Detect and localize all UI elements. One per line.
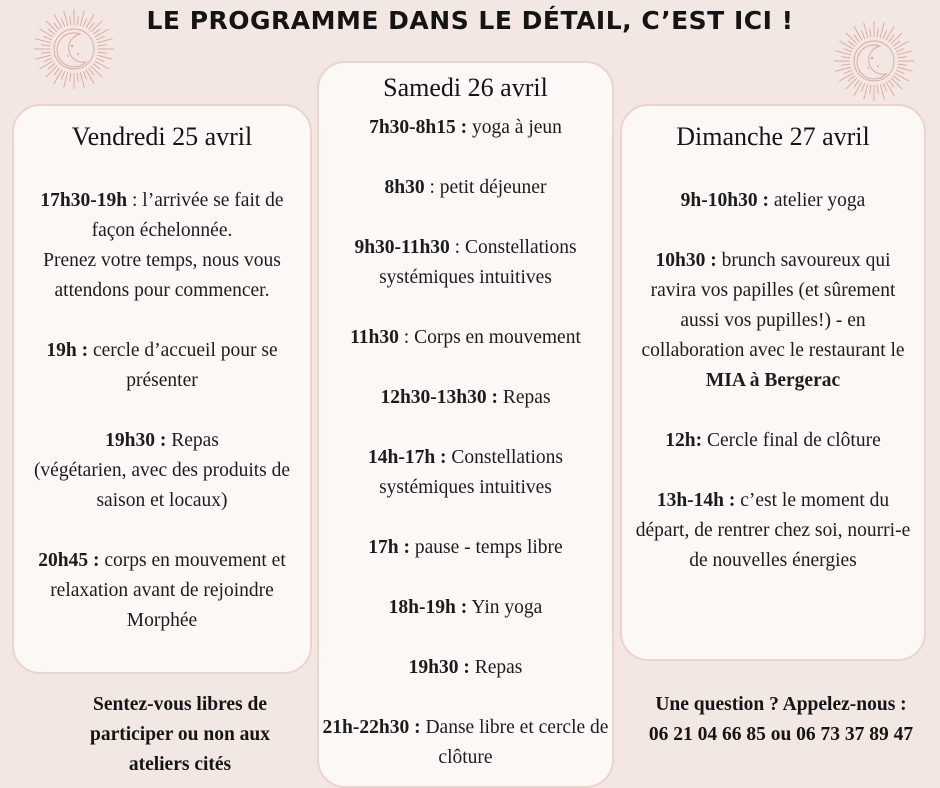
contact-question: Une question ? Appelez-nous : xyxy=(655,694,907,715)
sun-ray xyxy=(898,64,907,65)
sun-ray xyxy=(839,73,853,81)
entry-text: Repas xyxy=(502,387,551,408)
contact-phones: 06 21 04 66 85 ou 06 73 37 89 47 xyxy=(648,724,914,745)
entry-time: 10h30 : xyxy=(655,250,717,271)
sun-ray xyxy=(854,82,862,96)
sun-ray xyxy=(883,83,886,91)
sun-ray xyxy=(880,84,884,99)
entry-text: atelier yoga xyxy=(773,190,866,211)
entry-text: l’arrivée se fait de façon échelonnée. Prenez votre temps, nous vous attendons pour commencer. xyxy=(43,190,284,301)
friday-title: Vendredi 25 avril xyxy=(71,122,253,151)
entry-time: 7h30-8h15 : xyxy=(369,117,468,138)
sun-ray xyxy=(895,73,909,81)
sun-ray xyxy=(848,41,855,46)
entry-time: 9h30-11h30 xyxy=(354,237,450,258)
footer-contact xyxy=(622,690,940,750)
sun-ray xyxy=(89,68,94,75)
saturday-title: Samedi 26 avril xyxy=(383,73,548,102)
sun-ray xyxy=(64,72,68,87)
sun-ray xyxy=(54,68,59,75)
sun-ray xyxy=(896,48,904,51)
friday-entries xyxy=(14,186,310,636)
sun-ray xyxy=(835,67,850,71)
entry-time: 9h-10h30 : xyxy=(680,190,769,211)
sun-ray xyxy=(41,45,50,46)
entry-time: 13h-14h : xyxy=(656,490,736,511)
sun-ray xyxy=(44,58,52,61)
sun-ray xyxy=(97,55,112,59)
entry-text: Danse libre et cercle de clôture xyxy=(425,717,609,768)
sun-ray xyxy=(839,41,853,49)
page-title: LE PROGRAMME DANS LE DÉTAIL, C’EST ICI ! xyxy=(146,6,794,35)
sun-ray xyxy=(91,66,102,77)
sun-ray xyxy=(98,52,107,53)
restaurant-name: MIA à Bergerac xyxy=(705,370,841,391)
sun-ray xyxy=(70,73,71,82)
sun-ray xyxy=(864,84,868,99)
entry-text: cercle d’accueil pour se présenter xyxy=(93,340,278,391)
entry-time: 19h : xyxy=(46,340,89,361)
sun-ray xyxy=(895,41,909,49)
entry-text: Corps en mouvement xyxy=(414,327,581,348)
schedule-entry xyxy=(20,336,304,396)
entry-time: 17h : xyxy=(368,537,410,558)
sun-ray xyxy=(44,36,52,39)
entry-time: 20h45 : xyxy=(38,550,100,571)
sun-ray xyxy=(54,70,62,84)
schedule-entry xyxy=(321,713,610,773)
sun-ray xyxy=(898,57,907,58)
entry-text: Constellations systémiques intuitives xyxy=(379,237,577,288)
schedule-entry xyxy=(20,426,304,516)
sun-ray xyxy=(835,51,850,55)
schedule-entry xyxy=(321,593,610,623)
sun-ray xyxy=(86,70,94,84)
sun-ray xyxy=(61,71,64,79)
entry-text: c’est le moment du départ, de rentrer chez soi, nourri-e de nouvelles énergies xyxy=(635,490,911,571)
sun-ray xyxy=(96,36,104,39)
schedule-entry xyxy=(632,246,914,396)
entry-text: corps en mouvement et relaxation avant de rejoindre Morphée xyxy=(50,550,286,631)
sun-ray xyxy=(97,39,112,43)
sun-ray xyxy=(886,82,894,96)
sun-ray xyxy=(95,61,109,69)
entry-time: 12h: xyxy=(665,430,703,451)
sun-ray xyxy=(39,61,53,69)
sun-ray xyxy=(48,64,55,69)
schedule-entry xyxy=(321,383,610,413)
entry-time: 19h30 : xyxy=(408,657,470,678)
entry-time: 14h-17h : xyxy=(367,447,447,468)
sun-ray xyxy=(46,66,57,77)
schedule-entry xyxy=(321,653,610,683)
entry-time: 18h-19h : xyxy=(388,597,468,618)
sun-ray xyxy=(877,85,878,94)
sun-ray xyxy=(897,51,912,55)
sun-ray xyxy=(96,58,104,61)
sun-ray xyxy=(861,83,864,91)
sun-ray xyxy=(83,71,86,79)
sun-ray xyxy=(846,78,857,89)
sun-ray xyxy=(80,72,84,87)
entry-text: petit déjeuner xyxy=(439,177,547,198)
sun-ray xyxy=(35,39,50,43)
saturday-card xyxy=(317,61,614,788)
entry-text: Yin yoga xyxy=(471,597,543,618)
entry-time: 19h30 : xyxy=(105,430,167,451)
sun-ray xyxy=(841,64,850,65)
schedule-entry xyxy=(20,546,304,636)
entry-time: 8h30 xyxy=(384,177,425,198)
sun-ray xyxy=(854,80,859,87)
sun-ray xyxy=(889,35,894,42)
entry-text: brunch savoureux qui ravira vos papilles (et sûrement aussi vos pupilles!) - en collaboration avec le restaurant le xyxy=(641,250,905,361)
sunday-title: Dimanche 27 avril xyxy=(676,122,870,151)
entry-text: yoga à jeun xyxy=(472,117,562,138)
entry-text: Repas (végétarien, avec des produits de saison et locaux) xyxy=(33,430,291,511)
sunday-card xyxy=(620,104,926,661)
sun-ray xyxy=(844,48,852,51)
entry-time: 12h30-13h30 : xyxy=(380,387,499,408)
sun-ray xyxy=(841,57,850,58)
entry-text: Repas xyxy=(474,657,523,678)
sun-ray xyxy=(41,52,50,53)
sun-ray xyxy=(77,73,78,82)
schedule-entry: 8h30 : petit déjeuner xyxy=(384,177,547,198)
sun-ray xyxy=(93,64,100,69)
schedule-entry xyxy=(632,486,914,576)
entry-text: Cercle final de clôture xyxy=(706,430,881,451)
sun-ray xyxy=(893,76,900,81)
schedule-entry: 9h30-11h30 : Constellations systémiques intuitives xyxy=(354,237,577,288)
schedule-entry xyxy=(321,533,610,563)
footer-note-left: Sentez-vous libres de participer ou non aux ateliers cités xyxy=(89,694,271,775)
sun-ray xyxy=(844,70,852,73)
sun-ray xyxy=(891,78,902,89)
friday-card xyxy=(12,104,312,674)
schedule-entry xyxy=(321,113,610,143)
schedule-entry xyxy=(632,186,914,216)
saturday-entries xyxy=(319,113,612,773)
sun-ray xyxy=(896,70,904,73)
sun-ray xyxy=(889,80,894,87)
sun-ray xyxy=(897,67,912,71)
entry-time: 11h30 xyxy=(350,327,399,348)
entry-text: Constellations systémiques intuitives xyxy=(379,447,564,498)
sun-ray xyxy=(893,41,900,46)
schedule-entry: 17h30-19h : l’arrivée se fait de façon échelonnée. Prenez votre temps, nous vous attendons pour commencer. xyxy=(40,190,284,301)
schedule-entry xyxy=(632,426,914,456)
entry-time: 17h30-19h xyxy=(40,190,128,211)
sun-ray xyxy=(854,35,859,42)
schedule-entry: 11h30 : Corps en mouvement xyxy=(350,327,581,348)
schedule-entry xyxy=(321,443,610,503)
sun-ray xyxy=(870,85,871,94)
sun-ray xyxy=(848,76,855,81)
sun-ray xyxy=(35,55,50,59)
entry-time: 21h-22h30 : xyxy=(322,717,421,738)
entry-text: pause - temps libre xyxy=(414,537,563,558)
sun-ray xyxy=(98,45,107,46)
sunday-entries xyxy=(622,186,924,576)
